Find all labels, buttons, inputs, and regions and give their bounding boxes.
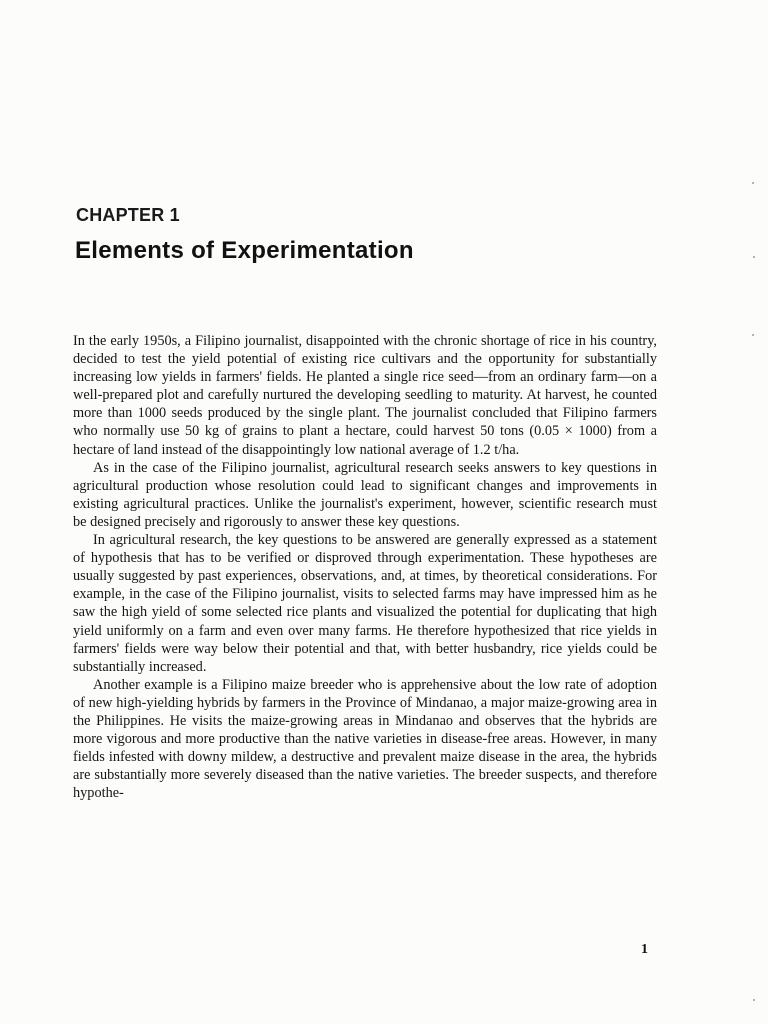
chapter-title: Elements of Experimentation — [75, 237, 414, 264]
scan-speck — [752, 182, 754, 184]
paragraph-2: As in the case of the Filipino journalist, agricultural research seeks answers to key questions in agricultural production whose resolution could lead to significant changes and improvements in existing agricultural practices. Unlike the journalist's experiment, however, scientific research must be designed precisely and rigorously to answer these key questions. — [73, 459, 657, 530]
page-number: 1 — [641, 942, 648, 957]
paragraph-3: In agricultural research, the key questions to be answered are generally expressed as a statement of hypothesis that has to be verified or disproved through experimentation. These hypotheses are usually suggested by past experiences, observations, and, at times, by theoretical considerations. For example, in the case of the Filipino journalist, visits to selected farms may have impressed him as he saw the high yield of some selected rice plants and visualized the potential for duplicating that high yield uniformly on a farm and even over many farms. He therefore hypothesized that rice yields in farmers' fields were way below their potential and that, with better husbandry, rice yields could be substantially increased. — [73, 532, 657, 675]
scan-speck — [753, 256, 755, 258]
chapter-body — [73, 332, 657, 802]
chapter-label: CHAPTER 1 — [76, 205, 180, 225]
scan-speck — [753, 999, 755, 1001]
paragraph-4: Another example is a Filipino maize breeder who is apprehensive about the low rate of adoption of new high-yielding hybrids by farmers in the Province of Mindanao, a major maize-growing area in the Philippines. He visits the maize-growing areas in Mindanao and observes that the hybrids are more vigorous and more productive than the native varieties in disease-free areas. However, in many fields infested with downy mildew, a destructive and prevalent maize disease in the area, the hybrids are substantially more severely diseased than the native varieties. The breeder suspects, and therefore hypothe- — [73, 676, 657, 802]
paragraph-1: In the early 1950s, a Filipino journalist, disappointed with the chronic shortage of rice in his country, decided to test the yield potential of existing rice cultivars and the opportunity for substantially increasing low yields in farmers' fields. He planted a single rice seed—from an ordinary farm—on a well-prepared plot and carefully nurtured the developing seedling to maturity. At harvest, he counted more than 1000 seeds produced by the single plant. The journalist concluded that Filipino farmers who normally use 50 kg of grains to plant a hectare, could harvest 50 tons (0.05 × 1000) from a hectare of land instead of the disappointingly low national average of 1.2 t/ha. — [73, 333, 657, 458]
scan-speck — [752, 334, 754, 336]
